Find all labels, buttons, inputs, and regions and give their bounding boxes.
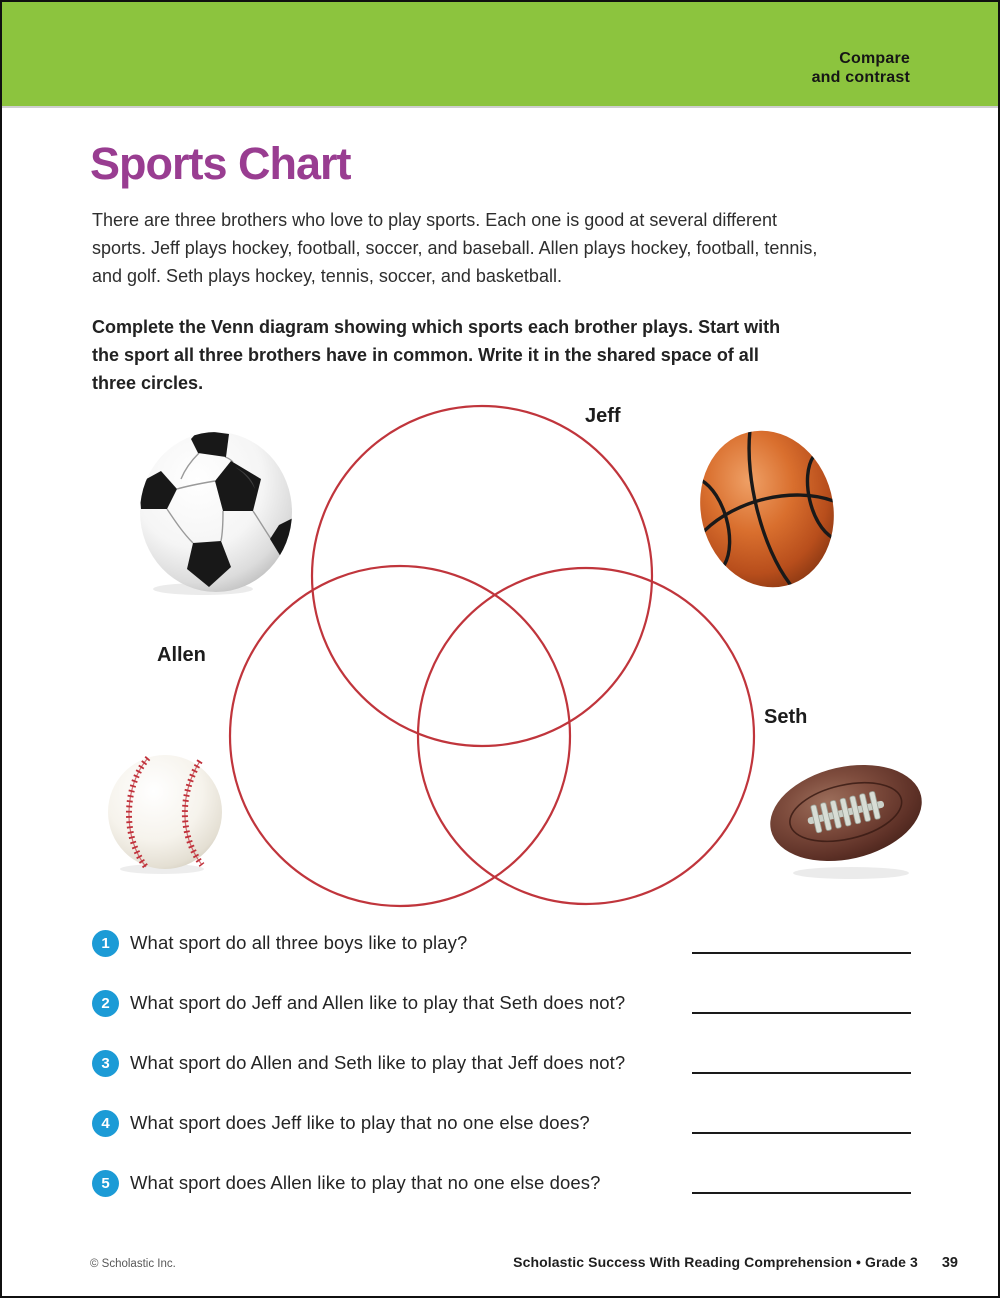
skill-tag-line2: and contrast — [811, 69, 910, 86]
question-number-badge: 1 — [92, 930, 119, 957]
answer-line[interactable] — [692, 1192, 911, 1194]
question-text: What sport do all three boys like to play? — [130, 932, 468, 953]
football-icon — [767, 739, 925, 885]
page-title: Sports Chart — [90, 138, 351, 189]
question-text: What sport do Jeff and Allen like to play that Seth does not? — [130, 992, 626, 1013]
baseball-icon — [106, 751, 228, 875]
intro-line: sports. Jeff plays hockey, football, soccer, and baseball. Allen plays hockey, football, tennis, — [92, 238, 818, 258]
answer-line[interactable] — [692, 1012, 911, 1014]
skill-tag-line1: Compare — [839, 50, 910, 67]
venn-circle-seth[interactable] — [418, 568, 754, 904]
instructions-line: three circles. — [92, 373, 204, 393]
instructions-line: the sport all three brothers have in common. Write it in the shared space of all — [92, 345, 759, 365]
question-row — [92, 1108, 922, 1138]
copyright-text: © Scholastic Inc. — [90, 1258, 176, 1270]
venn-label-jeff: Jeff — [585, 405, 621, 427]
question-row — [92, 1168, 922, 1198]
page-number: 39 — [941, 1255, 958, 1271]
question-text: What sport does Jeff like to play that no one else does? — [130, 1112, 590, 1133]
venn-label-seth: Seth — [764, 706, 808, 728]
soccer-ball-icon — [139, 427, 297, 595]
footer-right — [513, 1254, 958, 1271]
instructions-line: Complete the Venn diagram showing which sports each brother plays. Start with — [92, 317, 781, 337]
question-number-badge: 4 — [92, 1110, 119, 1137]
intro-line: and golf. Seth plays hockey, tennis, soccer, and basketball. — [92, 266, 562, 286]
intro-line: There are three brothers who love to play sports. Each one is good at several different — [92, 210, 778, 230]
question-row — [92, 1048, 922, 1078]
series-title: Scholastic Success With Reading Comprehension • Grade 3 — [513, 1254, 918, 1270]
question-number-badge: 5 — [92, 1170, 119, 1197]
venn-circle-jeff[interactable] — [312, 406, 652, 746]
answer-line[interactable] — [692, 1072, 911, 1074]
question-text: What sport do Allen and Seth like to play that Jeff does not? — [130, 1052, 626, 1073]
header-band — [2, 2, 998, 108]
venn-circle-allen[interactable] — [230, 566, 570, 906]
question-row — [92, 988, 922, 1018]
instructions-paragraph — [92, 313, 942, 397]
basketball-icon — [697, 427, 837, 593]
skill-tag — [812, 49, 910, 87]
question-text: What sport does Allen like to play that no one else does? — [130, 1172, 601, 1193]
question-row — [92, 928, 922, 958]
answer-line[interactable] — [692, 952, 911, 954]
question-number-badge: 2 — [92, 990, 119, 1017]
venn-label-allen: Allen — [157, 644, 206, 666]
intro-paragraph — [92, 206, 942, 290]
question-number-badge: 3 — [92, 1050, 119, 1077]
answer-line[interactable] — [692, 1132, 911, 1134]
